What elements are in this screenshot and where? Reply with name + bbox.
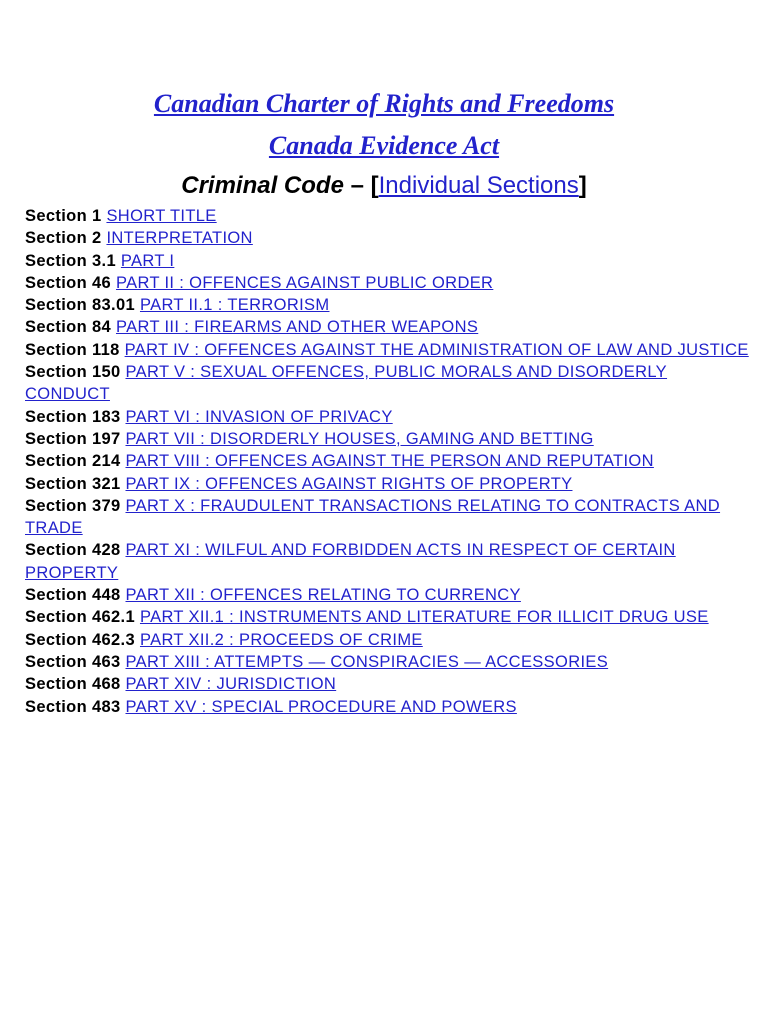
section-link[interactable]: PART IV : OFFENCES AGAINST THE ADMINISTRATION OF LAW AND JUSTICE — [124, 340, 749, 359]
section-list — [25, 205, 750, 718]
list-item — [25, 339, 750, 361]
list-item — [25, 584, 750, 606]
section-link[interactable]: PART VII : DISORDERLY HOUSES, GAMING AND BETTING — [125, 429, 594, 448]
section-link[interactable]: PART XII.1 : INSTRUMENTS AND LITERATURE FOR ILLICIT DRUG USE — [139, 608, 709, 627]
list-item — [25, 673, 750, 695]
bracket-open: [ — [370, 172, 379, 199]
evidence-act-link[interactable]: Canada Evidence Act — [268, 131, 500, 160]
section-link[interactable]: PART XII : OFFENCES RELATING TO CURRENCY — [125, 586, 521, 605]
list-item — [25, 250, 750, 272]
section-link[interactable]: PART XV : SPECIAL PROCEDURE AND POWERS — [125, 697, 517, 716]
charter-heading — [0, 89, 768, 119]
section-link[interactable]: PART XIV : JURISDICTION — [125, 675, 337, 694]
section-link[interactable]: PART II : OFFENCES AGAINST PUBLIC ORDER — [115, 273, 494, 292]
section-link[interactable]: INTERPRETATION — [106, 229, 253, 248]
section-number: Section 468 — [25, 675, 121, 694]
criminal-code-heading — [0, 171, 768, 201]
section-link[interactable]: PART I — [120, 251, 175, 270]
section-number: Section 183 — [25, 407, 121, 426]
list-item — [25, 539, 750, 584]
section-number: Section 118 — [25, 340, 120, 359]
list-item — [25, 272, 750, 294]
list-item — [25, 205, 750, 227]
section-link[interactable]: PART X : FRAUDULENT TRANSACTIONS RELATING TO CONTRACTS AND TRADE — [25, 496, 721, 538]
list-item — [25, 406, 750, 428]
section-number: Section 3.1 — [25, 251, 116, 270]
section-number: Section 428 — [25, 541, 121, 560]
section-link[interactable]: PART V : SEXUAL OFFENCES, PUBLIC MORALS AND DISORDERLY CONDUCT — [25, 363, 668, 404]
section-link[interactable]: PART XII.2 : PROCEEDS OF CRIME — [139, 630, 423, 649]
list-item — [25, 495, 750, 540]
section-link[interactable]: SHORT TITLE — [106, 207, 217, 225]
section-number: Section 462.1 — [25, 608, 136, 627]
section-number: Section 46 — [25, 273, 112, 292]
section-link[interactable]: PART II.1 : TERRORISM — [139, 296, 330, 315]
list-item — [25, 361, 750, 406]
section-number: Section 462.3 — [25, 630, 136, 649]
section-link[interactable]: PART VI : INVASION OF PRIVACY — [125, 407, 393, 426]
section-link[interactable]: PART XI : WILFUL AND FORBIDDEN ACTS IN RESPECT OF CERTAIN PROPERTY — [25, 541, 676, 582]
list-item — [25, 428, 750, 450]
section-number: Section 483 — [25, 697, 121, 716]
section-link[interactable]: PART VIII : OFFENCES AGAINST THE PERSON AND REPUTATION — [125, 452, 654, 471]
bracket-close: ] — [578, 172, 587, 199]
section-link[interactable]: PART III : FIREARMS AND OTHER WEAPONS — [115, 318, 479, 337]
evidence-act-heading — [0, 131, 768, 161]
list-item — [25, 606, 750, 628]
section-number: Section 448 — [25, 586, 121, 605]
list-item — [25, 473, 750, 495]
section-number: Section 463 — [25, 652, 121, 671]
section-link[interactable]: PART XIII : ATTEMPTS — CONSPIRACIES — ACCESSORIES — [125, 652, 609, 671]
section-number: Section 150 — [25, 363, 121, 382]
section-number: Section 379 — [25, 496, 121, 515]
list-item — [25, 629, 750, 651]
section-number: Section 2 — [25, 229, 102, 248]
section-number: Section 321 — [25, 474, 121, 493]
list-item — [25, 294, 750, 316]
list-item — [25, 651, 750, 673]
list-item — [25, 450, 750, 472]
section-number: Section 84 — [25, 318, 112, 337]
section-link[interactable]: PART IX : OFFENCES AGAINST RIGHTS OF PROPERTY — [125, 474, 573, 493]
section-number: Section 83.01 — [25, 296, 136, 315]
section-number: Section 197 — [25, 429, 121, 448]
list-item — [25, 227, 750, 249]
individual-sections-link[interactable]: Individual Sections — [378, 172, 579, 199]
criminal-code-title: Criminal Code — [181, 172, 344, 199]
charter-link[interactable]: Canadian Charter of Rights and Freedoms — [153, 89, 615, 118]
list-item — [25, 316, 750, 338]
section-number: Section 214 — [25, 452, 121, 471]
heading-dash: – — [343, 172, 371, 199]
list-item — [25, 696, 750, 718]
section-number: Section 1 — [25, 207, 102, 225]
